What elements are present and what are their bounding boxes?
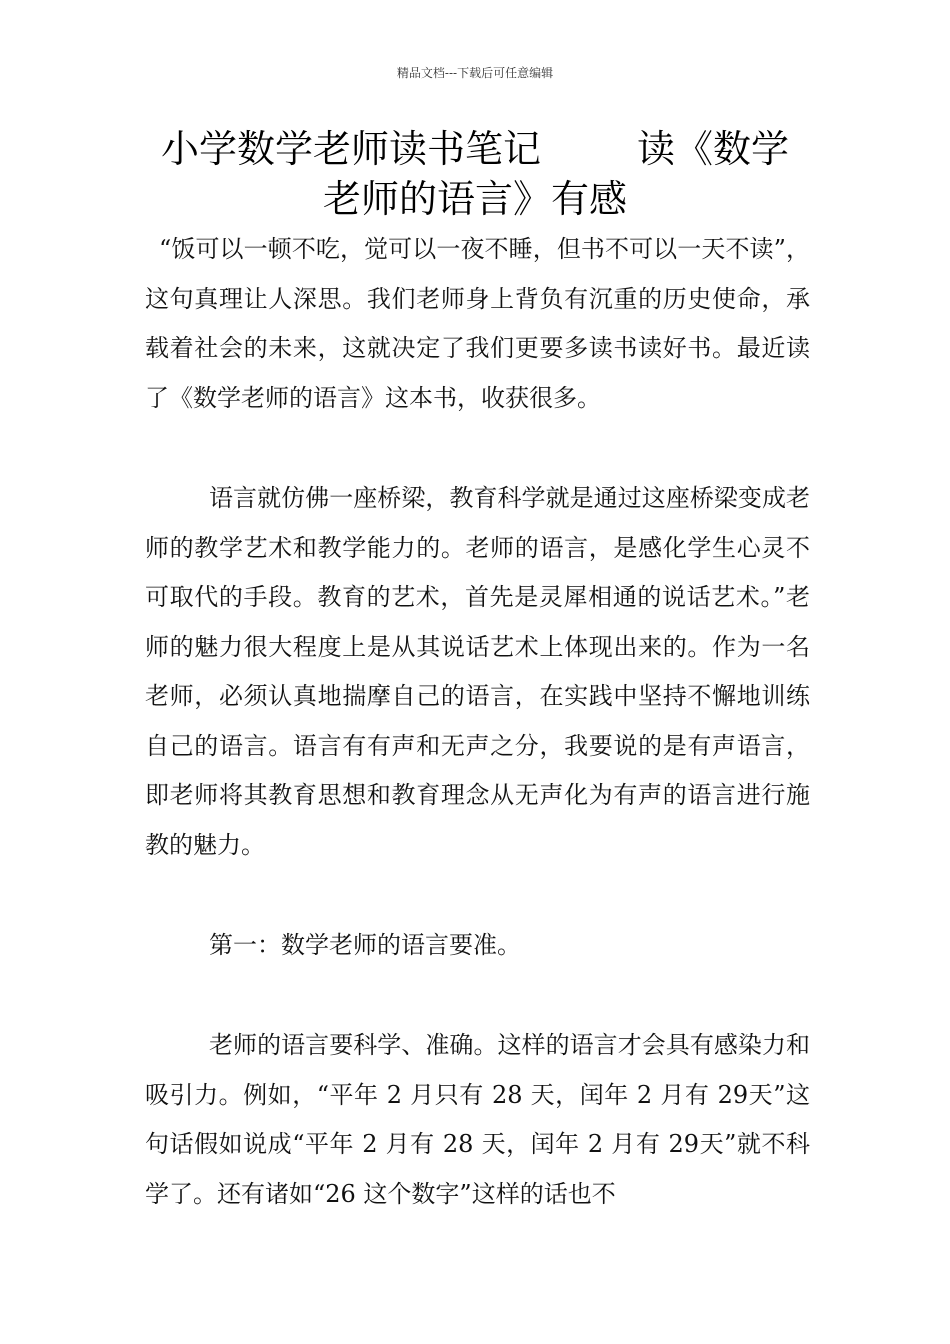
- paragraph-intro: “饭可以一顿不吃，觉可以一夜不睡，但书不可以一天不读”，这句真理让人深思。我们老师身上背负有沉重的历史使命，承载着社会的未来，这就决定了我们更要多读书读好书。最近读了《数学老师的语言》这本书，收获很多。: [145, 235, 810, 412]
- title-part-left: 小学数学老师读书笔记: [160, 127, 541, 171]
- document-title-line-1: [140, 124, 810, 174]
- section-heading-first: 第一：数学老师的语言要准。: [209, 931, 521, 959]
- header-note: 精品文档---下载后可任意编辑: [396, 66, 554, 80]
- paragraph-accuracy: 老师的语言要科学、准确。这样的语言才会具有感染力和吸引力。例如，“平年 2 月只有 28 天，闰年 2 月有 29天”这句话假如说成“平年 2 月有 28 天，闰年 2 月有 29天”就不科学了。还有诸如“26 这个数字”这样的话也不: [145, 1031, 810, 1208]
- title-part-right: 读《数学: [637, 127, 790, 171]
- paragraph-language-bridge: 语言就仿佛一座桥梁，教育科学就是通过这座桥梁变成老师的教学艺术和教学能力的。老师的语言，是感化学生心灵不可取代的手段。教育的艺术，首先是灵犀相通的说话艺术。”老师的魅力很大程度上是从其说话艺术上体现出来的。作为一名老师，必须认真地揣摩自己的语言，在实践中坚持不懈地训练自己的语言。语言有有声和无声之分，我要说的是有声语言，即老师将其教育思想和教育理念从无声化为有声的语言进行施教的魅力。: [145, 484, 810, 859]
- document-title-line-2: 老师的语言》有感: [322, 177, 627, 221]
